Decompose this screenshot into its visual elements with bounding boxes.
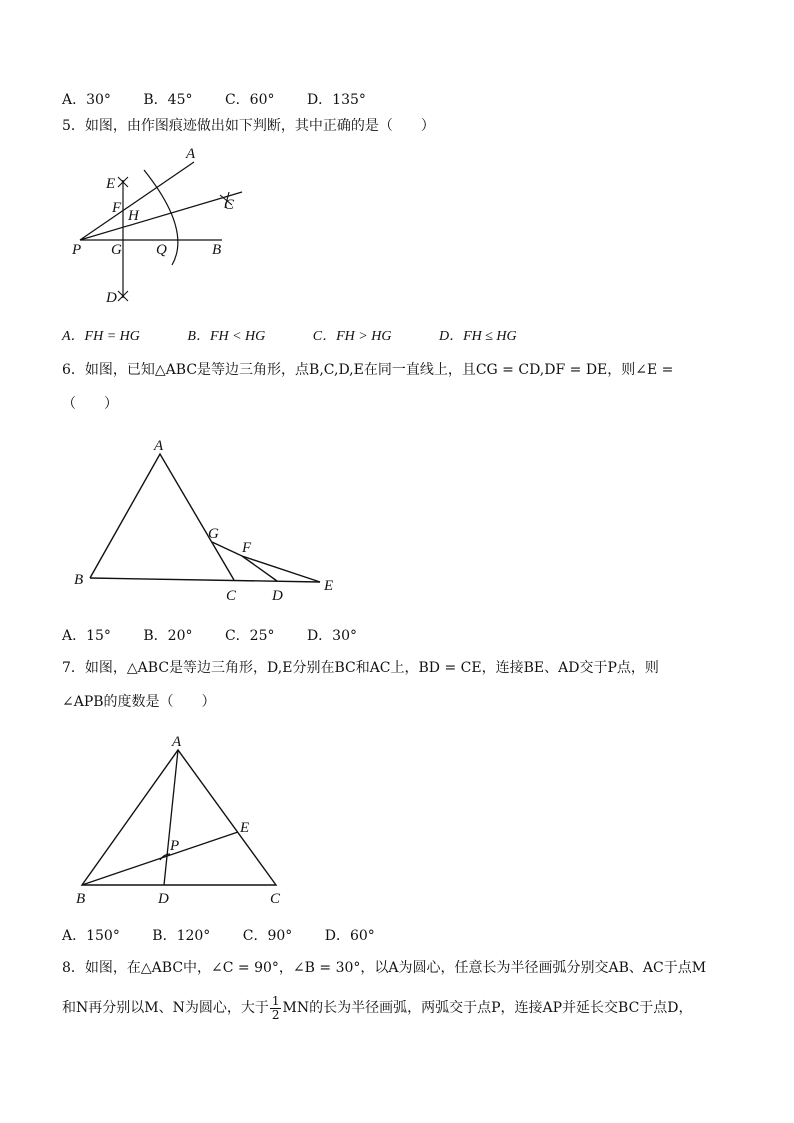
q6-label-a: A (154, 438, 164, 454)
q8-fraction (270, 995, 282, 1022)
q5-option-c: C．FH > HG (312, 329, 392, 344)
q5-label-b: B (212, 242, 222, 258)
q7-label-p: P (170, 838, 180, 854)
q7-label-b: B (76, 891, 86, 907)
q6-stem-line1: 6．如图，已知△ABC是等边三角形，点B,C,D,E在同一直线上，且CG = CD,DF = DE，则∠E = (62, 362, 674, 378)
q5-option-a: A．FH = HG (62, 329, 140, 344)
q6-options (62, 626, 385, 646)
q6-label-d: D (272, 588, 283, 604)
q5-options (62, 327, 561, 347)
q5-label-a: A (186, 146, 196, 162)
q5-ray-pc (80, 192, 242, 240)
q5-figure (62, 140, 262, 310)
q7-figure (62, 730, 302, 910)
q5-label-e: E (106, 176, 116, 192)
q5-label-g: G (111, 242, 122, 258)
q6-label-c: C (226, 588, 237, 604)
q6-label-b: B (74, 572, 84, 588)
q7-label-d: D (158, 891, 169, 907)
q7-option-d: D．60° (324, 928, 375, 944)
q5-option-b: B．FH < HG (187, 329, 266, 344)
q5-label-p: P (72, 242, 82, 258)
q6-label-g: G (208, 526, 219, 542)
q6-option-c: C．25° (224, 628, 275, 644)
q6-label-f: F (242, 540, 252, 556)
q6-path-gfe (212, 542, 320, 582)
q7-triangle-abc (82, 750, 276, 885)
q8-stem-line2-before: 和N再分别以M、N为圆心，大于 (62, 1000, 269, 1016)
q6-option-a: A．15° (62, 628, 111, 644)
q5-ray-pa (80, 162, 194, 240)
q4-options (62, 90, 394, 110)
q7-option-a: A．150° (62, 928, 120, 944)
q6-option-d: D．30° (306, 628, 357, 644)
q6-segment-fd (242, 556, 277, 581)
q4-option-c: C．60° (224, 92, 275, 108)
q7-option-c: C．90° (242, 928, 293, 944)
q8-stem-line2 (62, 994, 693, 1022)
q4-option-a: A．30° (62, 92, 111, 108)
q7-stem-line2: ∠APB的度数是（ ） (62, 694, 216, 710)
q5-label-h: H (128, 208, 139, 224)
q7-option-b: B．120° (152, 928, 211, 944)
q7-label-a: A (172, 734, 182, 750)
q8-fraction-numerator: 1 (271, 993, 280, 1008)
q4-option-b: B．45° (143, 92, 193, 108)
q5-label-d: D (106, 290, 117, 306)
q7-segment-be (82, 832, 238, 885)
q6-line-be (90, 578, 320, 582)
q5-label-c: C (224, 197, 235, 213)
q8-stem-line1: 8．如图，在△ABC中，∠C = 90°，∠B = 30°，以A为圆心，任意长为半径画弧分别交AB、AC于点M (62, 960, 707, 976)
q6-option-b: B．20° (143, 628, 193, 644)
q8-fraction-denominator: 2 (271, 1007, 280, 1022)
q7-options (62, 926, 403, 946)
q6-label-e: E (324, 578, 334, 594)
q4-option-d: D．135° (306, 92, 366, 108)
q5-option-d: D．FH ≤ HG (438, 329, 517, 344)
q7-label-c: C (270, 891, 281, 907)
q5-label-f: F (112, 200, 122, 216)
q8-stem-line2-after: MN的长为半径画弧，两弧交于点P，连接AP并延长交BC于点D， (282, 1000, 693, 1016)
q5-stem: 5．如图，由作图痕迹做出如下判断，其中正确的是（ ） (62, 118, 435, 134)
q5-label-q: Q (156, 242, 167, 258)
q6-stem-line2: （ ） (62, 396, 118, 412)
q7-segment-ad (164, 750, 178, 885)
q6-triangle-abc (90, 454, 234, 580)
q6-figure (62, 430, 352, 610)
q7-label-e: E (240, 820, 250, 836)
q7-stem-line1: 7．如图，△ABC是等边三角形，D,E分别在BC和AC上，BD = CE，连接BE、AD交于P点，则 (62, 660, 659, 676)
